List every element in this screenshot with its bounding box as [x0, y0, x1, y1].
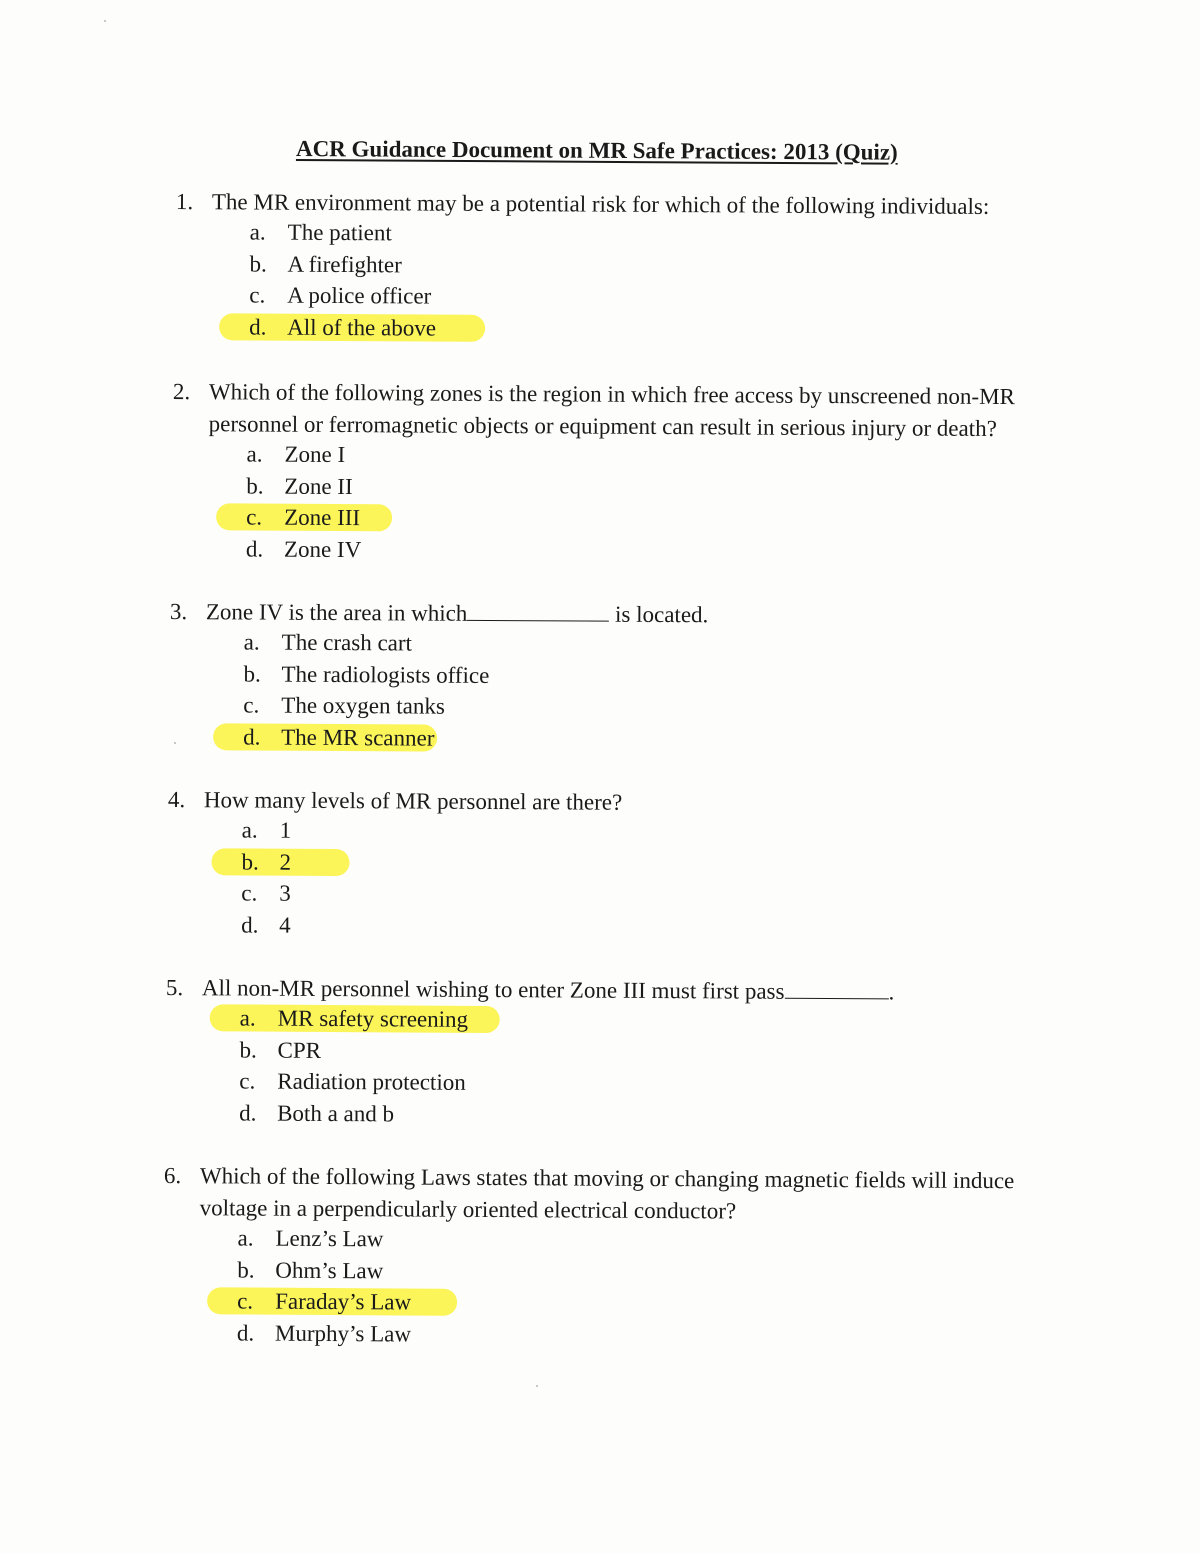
option-text: The oxygen tanks	[281, 692, 445, 719]
question-number: 1.	[175, 188, 194, 215]
question-2	[172, 376, 1053, 571]
option-text: Lenz’s Law	[275, 1225, 384, 1252]
question-number: 4.	[167, 786, 186, 813]
option-letter: b.	[237, 1256, 255, 1283]
option-letter: c.	[249, 282, 266, 308]
question-6	[163, 1160, 1044, 1355]
question-text-end: .	[888, 979, 895, 1005]
option-letter: c.	[243, 692, 260, 718]
question-number: 3.	[169, 598, 188, 625]
option-letter: b.	[239, 1036, 257, 1063]
fill-in-blank	[467, 598, 609, 622]
option-letter: d.	[241, 911, 259, 938]
option-text: The radiologists office	[281, 661, 490, 688]
question-5	[165, 972, 1046, 1137]
option-text: Zone II	[284, 473, 353, 499]
option-letter: a.	[243, 629, 260, 655]
option-text: Radiation protection	[277, 1068, 466, 1095]
question-4	[167, 784, 1048, 949]
question-text: Which of the following Laws states that moving or changing magnetic fields will induce voltage in a perpendicularly oriented electrical conductor?	[199, 1163, 1015, 1224]
question-number: 6.	[163, 1163, 182, 1189]
option-letter: b.	[249, 250, 267, 277]
question-text: Which of the following zones is the region in which free access by unscreened non-MR personnel or ferromagnetic objects or equipment can result in serious injury or death?	[208, 379, 1016, 442]
option-letter: c.	[246, 504, 263, 530]
option-text: 4	[279, 912, 291, 938]
option-letter: b.	[241, 848, 259, 875]
option-letter: d.	[243, 723, 261, 750]
scan-speck	[536, 1385, 538, 1387]
option-letter: c.	[239, 1068, 256, 1094]
option-letter: a.	[239, 1005, 256, 1031]
option-text: The crash cart	[281, 629, 413, 656]
fill-in-blank	[784, 976, 888, 1000]
option-letter: a.	[241, 817, 258, 843]
option-letter: b.	[243, 660, 261, 687]
answer-options	[239, 626, 490, 752]
question-text-start: All non-MR personnel wishing to enter Zone III must first pass	[201, 975, 785, 1004]
option-text: 1	[279, 817, 292, 843]
option-text: Ohm’s Law	[275, 1257, 384, 1283]
option-letter: d.	[236, 1319, 255, 1346]
option-letter: c.	[241, 880, 258, 906]
answer-options	[237, 814, 292, 940]
question-1	[175, 186, 1056, 351]
option-text: 3	[279, 880, 291, 906]
question-number: 2.	[172, 378, 191, 405]
option-letter: a.	[246, 441, 263, 467]
option-text: MR safety screening	[277, 1005, 469, 1032]
option-letter: d.	[249, 313, 267, 340]
option-letter: b.	[246, 472, 264, 499]
option-text: Zone III	[284, 504, 361, 531]
scan-speck	[104, 20, 106, 22]
question-text-start: Zone IV is the area in which	[205, 599, 468, 626]
question-text: The MR environment may be a potential risk for which of the following individuals:	[211, 189, 990, 219]
question-text-end: is located.	[609, 601, 709, 628]
option-letter: a.	[237, 1225, 254, 1251]
question-3	[169, 596, 1050, 761]
option-text: A police officer	[287, 282, 432, 309]
option-text: Both a and b	[277, 1100, 395, 1126]
option-text: Faraday’s Law	[275, 1288, 412, 1315]
option-letter: a.	[249, 219, 266, 245]
option-text: A firefighter	[287, 251, 402, 277]
option-text: The patient	[287, 219, 392, 246]
option-letter: d.	[239, 1099, 257, 1126]
answer-options	[242, 438, 362, 564]
answer-options	[245, 216, 437, 342]
page-title: ACR Guidance Document on MR Safe Practices: 2013 (Quiz)	[295, 136, 898, 165]
option-text: All of the above	[287, 314, 437, 341]
answer-options	[233, 1222, 412, 1348]
option-text: Zone IV	[283, 536, 362, 562]
option-text: Zone I	[284, 441, 346, 468]
option-text: 2	[279, 849, 292, 875]
option-letter: c.	[237, 1288, 254, 1314]
option-text: Murphy’s Law	[274, 1320, 412, 1347]
option-letter: d.	[245, 535, 264, 562]
option-text: The MR scanner	[281, 724, 435, 751]
question-text: How many levels of MR personnel are there?	[203, 787, 623, 815]
option-text: CPR	[277, 1037, 322, 1063]
question-number: 5.	[165, 974, 184, 1001]
answer-options	[235, 1002, 469, 1128]
